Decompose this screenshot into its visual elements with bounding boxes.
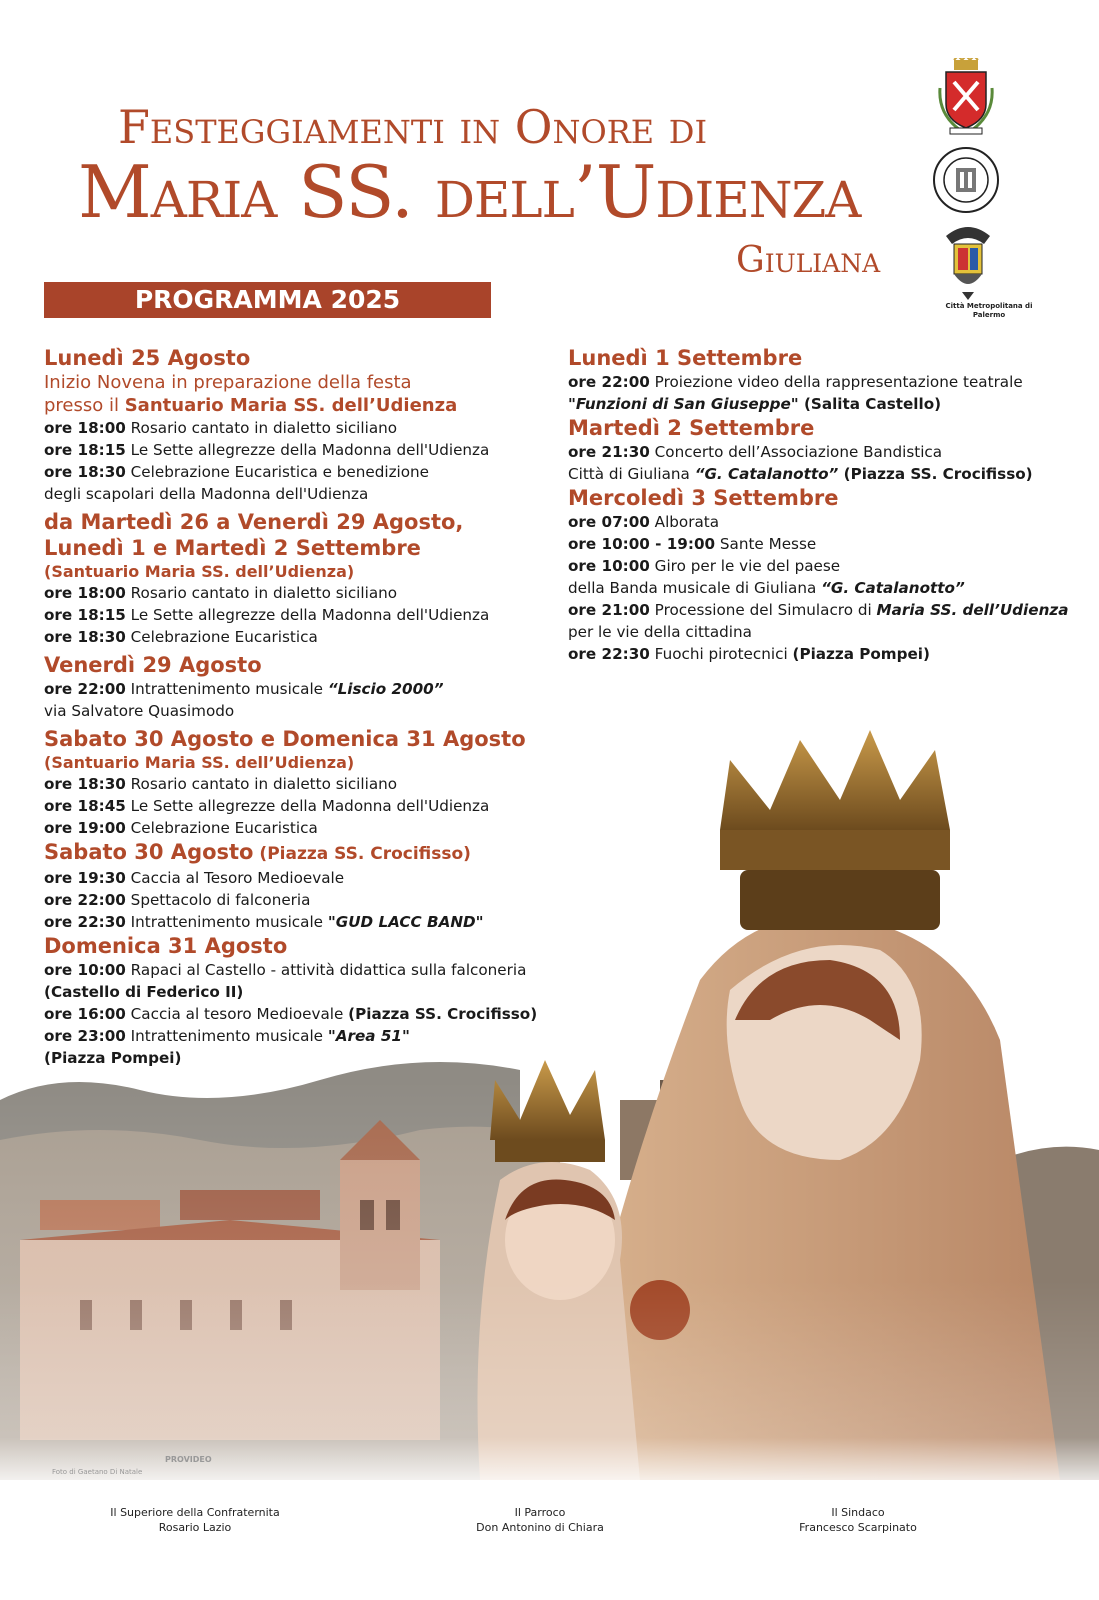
event-line: "Funzioni di San Giuseppe" (Salita Castello) xyxy=(568,395,942,413)
programma-banner: PROGRAMMA 2025 xyxy=(44,282,491,318)
event-line: via Salvatore Quasimodo xyxy=(44,702,235,720)
intro-line: presso il Santuario Maria SS. dell’Udienza xyxy=(44,395,458,416)
event-line: ore 10:00 Rapaci al Castello - attività didattica sulla falconeria xyxy=(44,961,527,979)
event-line: ore 22:30 Intrattenimento musicale "GUD LACC BAND" xyxy=(44,913,484,931)
event-line: ore 22:00 Proiezione video della rappresentazione teatrale xyxy=(568,373,1023,391)
signature-name: Don Antonino di Chiara xyxy=(476,1521,604,1534)
day-heading: Lunedì 1 Settembre xyxy=(568,346,803,370)
citta-metropolitana-crest-icon xyxy=(940,222,996,302)
photo-credit: Foto di Gaetano Di Natale xyxy=(52,1468,143,1476)
printer-logo: PROVIDEO xyxy=(165,1455,212,1464)
day-heading: Domenica 31 Agosto xyxy=(44,934,288,958)
town-name: Giuliana xyxy=(736,240,881,281)
day-heading: Lunedì 25 Agosto xyxy=(44,346,251,370)
event-line: per le vie della cittadina xyxy=(568,623,752,641)
schedule-right-column xyxy=(568,345,1068,665)
signature-parroco xyxy=(440,1505,640,1535)
event-line: (Castello di Federico II) xyxy=(44,983,244,1001)
intro-line: Inizio Novena in preparazione della festa xyxy=(44,372,412,393)
event-line: ore 18:00 Rosario cantato in dialetto siciliano xyxy=(44,584,398,602)
event-line: ore 22:00 Spettacolo di falconeria xyxy=(44,891,311,909)
event-line: ore 22:00 Intrattenimento musicale “Liscio 2000” xyxy=(44,680,444,698)
signature-confraternita xyxy=(95,1505,295,1535)
place-heading: (Santuario Maria SS. dell’Udienza) xyxy=(44,753,355,772)
title-line-1: Festeggiamenti in Onore di xyxy=(118,100,708,154)
event-line: ore 10:00 Giro per le vie del paese xyxy=(568,557,841,575)
madonna-statue-town-photo xyxy=(0,720,1099,1490)
event-line: (Piazza Pompei) xyxy=(44,1049,182,1067)
event-line: degli scapolari della Madonna dell'Udienza xyxy=(44,485,369,503)
signature-role: Il Sindaco xyxy=(831,1506,885,1519)
event-line: ore 18:30 Rosario cantato in dialetto siciliano xyxy=(44,775,398,793)
day-block xyxy=(568,485,1068,665)
day-heading: Lunedì 1 e Martedì 2 Settembre xyxy=(44,536,421,560)
signature-sindaco xyxy=(758,1505,958,1535)
event-line: ore 18:30 Celebrazione Eucaristica e benedizione xyxy=(44,463,430,481)
day-heading: Sabato 30 Agosto e Domenica 31 Agosto xyxy=(44,727,526,751)
event-line: ore 18:00 Rosario cantato in dialetto siciliano xyxy=(44,419,398,437)
event-line: ore 16:00 Caccia al tesoro Medioevale (Piazza SS. Crocifisso) xyxy=(44,1005,538,1023)
signature-role: Il Parroco xyxy=(514,1506,566,1519)
event-line: ore 19:00 Celebrazione Eucaristica xyxy=(44,819,318,837)
day-block xyxy=(44,345,564,505)
signature-name: Francesco Scarpinato xyxy=(799,1521,917,1534)
day-block xyxy=(568,345,1068,415)
event-line: ore 21:30 Concerto dell’Associazione Bandistica xyxy=(568,443,943,461)
event-line: Città di Giuliana “G. Catalanotto” (Piazza SS. Crocifisso) xyxy=(568,465,1033,483)
day-heading: Venerdì 29 Agosto xyxy=(44,653,262,677)
event-line: ore 18:45 Le Sette allegrezze della Madonna dell'Udienza xyxy=(44,797,490,815)
day-heading: Martedì 2 Settembre xyxy=(568,416,815,440)
title-line-2: Maria SS. dell’Udienza xyxy=(78,150,861,234)
day-block xyxy=(44,652,564,722)
event-line: ore 18:15 Le Sette allegrezze della Madonna dell'Udienza xyxy=(44,606,490,624)
event-line: ore 10:00 - 19:00 Sante Messe xyxy=(568,535,817,553)
event-line: ore 21:00 Processione del Simulacro di Maria SS. dell’Udienza xyxy=(568,601,1069,619)
place-heading: (Santuario Maria SS. dell’Udienza) xyxy=(44,562,355,581)
day-block xyxy=(44,509,564,648)
signature-name: Rosario Lazio xyxy=(158,1521,232,1534)
event-line: ore 18:30 Celebrazione Eucaristica xyxy=(44,628,318,646)
day-heading: Mercoledì 3 Settembre xyxy=(568,486,839,510)
event-line: ore 07:00 Alborata xyxy=(568,513,720,531)
day-heading: Sabato 30 Agosto (Piazza SS. Crocifisso) xyxy=(44,840,471,864)
confraternita-seal-icon xyxy=(932,146,1000,214)
comune-crest-icon xyxy=(936,58,996,136)
event-line: ore 19:30 Caccia al Tesoro Medioevale xyxy=(44,869,345,887)
signature-role: Il Superiore della Confraternita xyxy=(110,1506,280,1519)
event-line: ore 22:30 Fuochi pirotecnici (Piazza Pompei) xyxy=(568,645,930,663)
event-line: della Banda musicale di Giuliana “G. Catalanotto” xyxy=(568,579,965,597)
day-block xyxy=(568,415,1068,485)
crest-caption: Città Metropolitana di Palermo xyxy=(945,302,1033,319)
event-line: ore 23:00 Intrattenimento musicale "Area 51" xyxy=(44,1027,410,1045)
event-line: ore 18:15 Le Sette allegrezze della Madonna dell'Udienza xyxy=(44,441,490,459)
day-heading: da Martedì 26 a Venerdì 29 Agosto, xyxy=(44,510,464,534)
